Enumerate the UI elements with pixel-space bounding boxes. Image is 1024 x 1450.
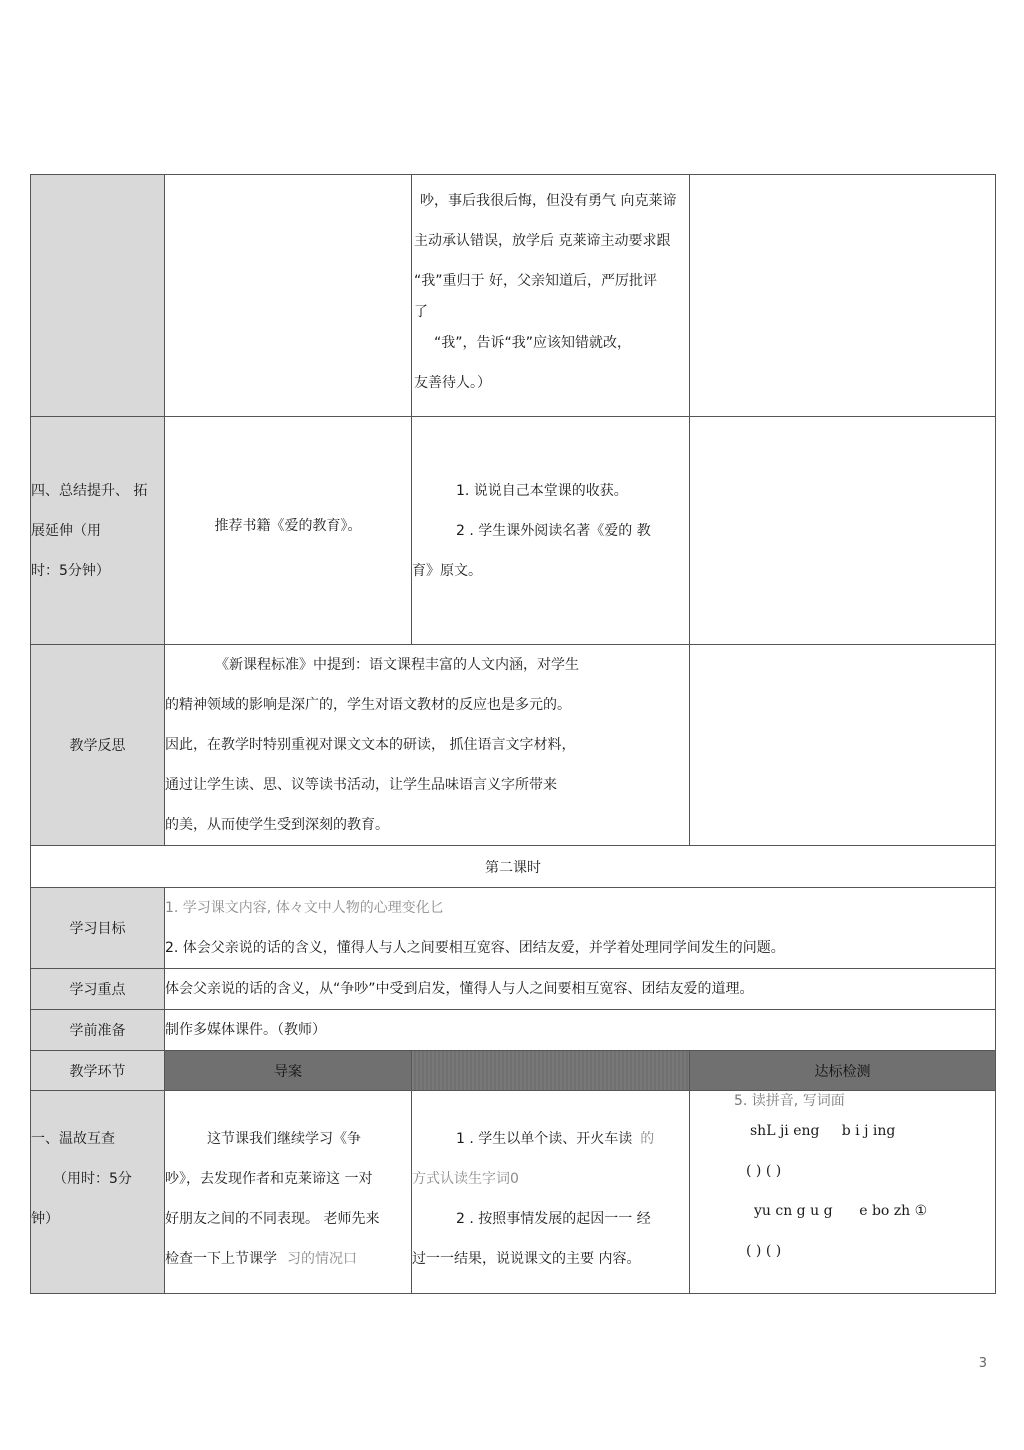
activity-line-text: 1 . 学生以单个读、开火车读: [456, 1131, 633, 1147]
activity-line: 2 . 按照事情发展的起因一一 经: [456, 1211, 651, 1227]
row-label-line: 展延伸（用: [31, 522, 101, 539]
guide-line: 好朋友之间的不同表现。 老师先来: [165, 1211, 380, 1227]
guide-cell: [165, 417, 412, 645]
table-row: [31, 417, 996, 645]
table-header-row: [31, 1051, 996, 1091]
pinyin-line: shL ji eng b i j ing: [750, 1123, 896, 1139]
reflection-line: 通过让学生读、思、议等读书活动，让学生品味语言义字所带来: [165, 777, 557, 793]
guide-line-text: 检查一下上节课学: [165, 1251, 277, 1267]
lesson-plan-table: [30, 174, 996, 1294]
activity-line: 育》原文。: [412, 562, 482, 579]
prep-cell: [165, 1010, 996, 1051]
check-cell-empty: [690, 417, 996, 645]
check-cell-empty: [690, 645, 996, 846]
guide-cell-empty: [165, 175, 412, 417]
header-col-guide: 导案: [165, 1051, 412, 1091]
check-cell: [690, 1091, 996, 1294]
table-row: [31, 888, 996, 969]
focus-text: 体会父亲说的话的含义，从“争吵”中受到启发，懂得人与人之间要相互宽容、团结友爱的道理。: [165, 981, 754, 997]
row-label-line: （用时：5分: [53, 1171, 132, 1187]
goal-line: 2. 体会父亲说的话的含义，懂得人与人之间要相互宽容、团结友爱，并学着处理同学间发生的问题。: [165, 940, 785, 956]
table-row: [31, 645, 996, 846]
activity-cell: [412, 1091, 690, 1294]
table-row: [31, 1010, 996, 1051]
answer-brackets: ( ) ( ): [746, 1163, 782, 1179]
reflection-line: 《新课程标准》中提到：语文课程丰富的人文内涵，对学生: [215, 657, 579, 673]
table-row: [31, 846, 996, 888]
reflection-line: 的美，从而使学生受到深刻的教育。: [165, 817, 389, 833]
table-row: [31, 969, 996, 1010]
header-col-section: 教学环节: [31, 1051, 165, 1091]
row-label-line: 一、温故互查: [31, 1131, 115, 1147]
header-col-activity: [412, 1051, 690, 1091]
guide-text: 推荐书籍《爱的教育》。: [214, 517, 362, 534]
row-label: [31, 1091, 165, 1294]
answer-brackets: ( ) ( ): [746, 1243, 782, 1259]
reflection-line: 的精神领域的影响是深广的，学生对语文教材的反应也是多元的。: [165, 697, 571, 713]
row-label: 学习重点: [31, 969, 165, 1010]
reflection-cell: [165, 645, 690, 846]
goal-line: 1. 学习课文内容, 体々文中人物的心理变化匕: [165, 900, 444, 916]
story-line: “我”，告诉“我”应该知错就改，: [434, 335, 632, 351]
pinyin-line: yu cn g u g e bo zh ①: [754, 1203, 928, 1219]
story-line: 友善待人。）: [414, 375, 491, 391]
activity-cell: [412, 417, 690, 645]
row-label: 学前准备: [31, 1010, 165, 1051]
row-label: [31, 417, 165, 645]
table-row: [31, 175, 996, 417]
guide-line-tail: 习的情况口: [287, 1251, 357, 1267]
header-col-check: 达标检测: [690, 1051, 996, 1091]
check-cell-empty: [690, 175, 996, 417]
table-row: [31, 1091, 996, 1294]
page-number: 3: [978, 1356, 987, 1371]
row-label-empty: [31, 175, 165, 417]
story-line: 吵，事后我很后悔，但没有勇气 向克莱谛: [420, 193, 677, 209]
guide-cell: [165, 1091, 412, 1294]
story-line: 了: [414, 304, 428, 320]
focus-cell: [165, 969, 996, 1010]
activity-line: 方式认读生字词0: [412, 1171, 519, 1187]
goals-cell: [165, 888, 996, 969]
guide-line: 吵》，去发现作者和克莱谛这 一对: [165, 1171, 373, 1187]
row-label: 教学反思: [31, 645, 165, 846]
section-title: 第二课时: [31, 846, 996, 888]
guide-line: [165, 1239, 411, 1279]
reflection-line: 因此，在教学时特别重视对课文文本的研读， 抓住语言文字材料，: [165, 737, 576, 753]
check-title: 5. 读拼音, 写词面: [734, 1093, 845, 1109]
activity-line-tail: 的: [640, 1131, 655, 1147]
activity-cell: [412, 175, 690, 417]
activity-line: 1. 说说自己本堂课的收获。: [456, 482, 628, 499]
activity-line: [412, 1119, 689, 1159]
row-label: 学习目标: [31, 888, 165, 969]
row-label-line: 四、总结提升、 拓: [31, 482, 148, 499]
row-label-line: 钟）: [31, 1211, 59, 1227]
row-label-line: 时：5分钟）: [31, 562, 110, 579]
prep-text: 制作多媒体课件。（教师）: [165, 1022, 326, 1038]
story-line: 主动承认错误，放学后 克莱谛主动要求跟: [414, 233, 671, 249]
story-line: “我”重归于 好，父亲知道后，严厉批评: [414, 273, 657, 289]
activity-line: 过一一结果，说说课文的主要 内容。: [412, 1251, 641, 1267]
activity-line: 2 . 学生课外阅读名著《爱的 教: [456, 522, 651, 539]
guide-line: 这节课我们继续学习《争: [207, 1131, 361, 1147]
